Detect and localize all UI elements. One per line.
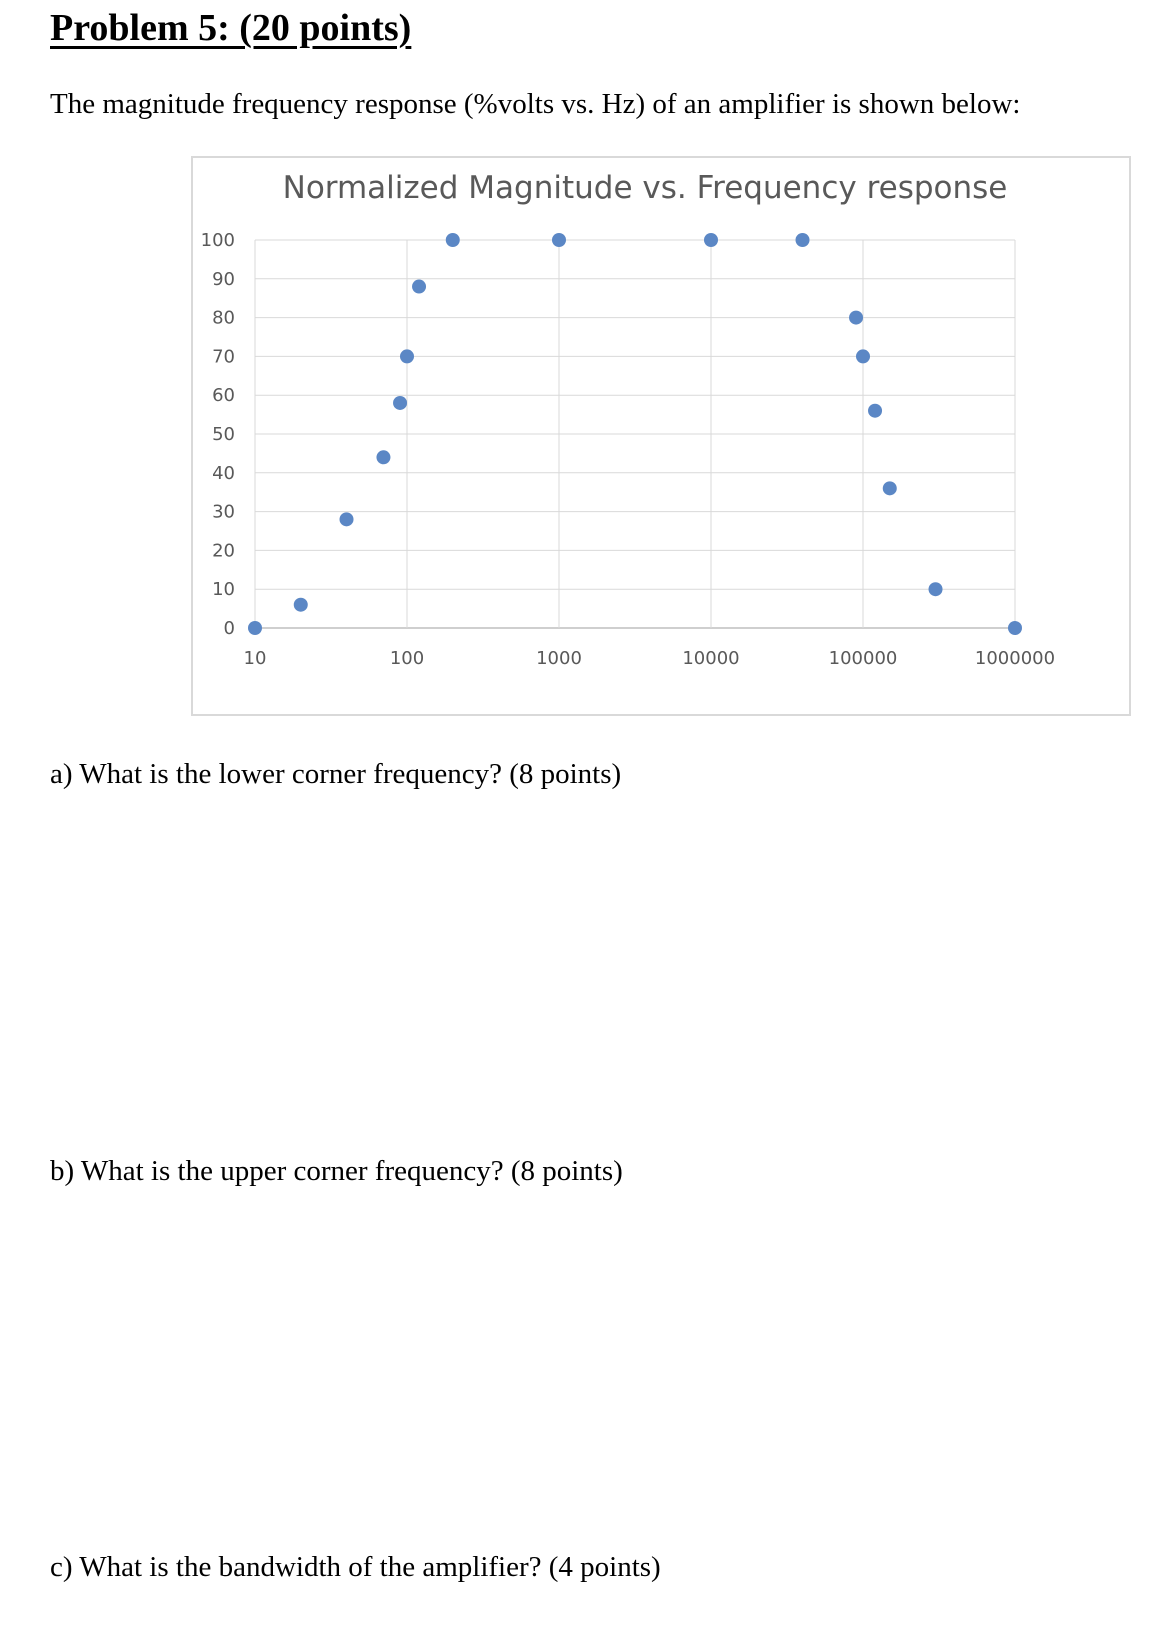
magnitude-frequency-chart [193, 158, 1129, 714]
data-point [376, 450, 390, 464]
y-tick-label: 40 [212, 462, 235, 484]
question-a: a) What is the lower corner frequency? (8 points) [50, 758, 622, 790]
problem-heading: Problem 5: (20 points) [50, 7, 412, 49]
data-point [883, 481, 897, 495]
data-point [796, 233, 810, 247]
data-point [294, 598, 308, 612]
data-point [929, 582, 943, 596]
y-tick-label: 30 [212, 501, 235, 523]
question-c: c) What is the bandwidth of the amplifier? (4 points) [50, 1551, 661, 1583]
data-point [856, 349, 870, 363]
x-tick-label: 100 [389, 648, 425, 669]
y-tick-label: 100 [200, 230, 235, 251]
x-tick-label: 10000 [682, 648, 740, 669]
x-tick-label: 1000000 [974, 648, 1056, 669]
chart-title: Normalized Magnitude vs. Frequency response [282, 170, 1008, 206]
data-point [849, 311, 863, 325]
data-point [340, 512, 354, 526]
y-tick-label: 70 [212, 346, 235, 368]
y-tick-label: 50 [212, 424, 235, 445]
data-point [400, 349, 414, 363]
y-tick-label: 10 [212, 579, 235, 601]
y-tick-label: 60 [212, 385, 235, 407]
data-point [393, 396, 407, 410]
y-tick-label: 90 [212, 268, 235, 290]
data-point [552, 233, 566, 247]
y-tick-label: 80 [212, 307, 235, 329]
data-point [1008, 621, 1022, 635]
data-point [704, 233, 718, 247]
data-point [412, 280, 426, 294]
chart-container [191, 156, 1131, 716]
x-tick-label: 10 [243, 648, 267, 669]
x-tick-label: 1000 [536, 648, 582, 669]
y-tick-label: 0 [223, 618, 235, 639]
data-point [248, 621, 262, 635]
x-tick-label: 100000 [828, 648, 898, 669]
problem-intro: The magnitude frequency response (%volts vs. Hz) of an amplifier is shown below: [50, 88, 1021, 120]
data-point [868, 404, 882, 418]
data-point [446, 233, 460, 247]
y-tick-label: 20 [212, 540, 235, 562]
question-b: b) What is the upper corner frequency? (8 points) [50, 1155, 623, 1187]
